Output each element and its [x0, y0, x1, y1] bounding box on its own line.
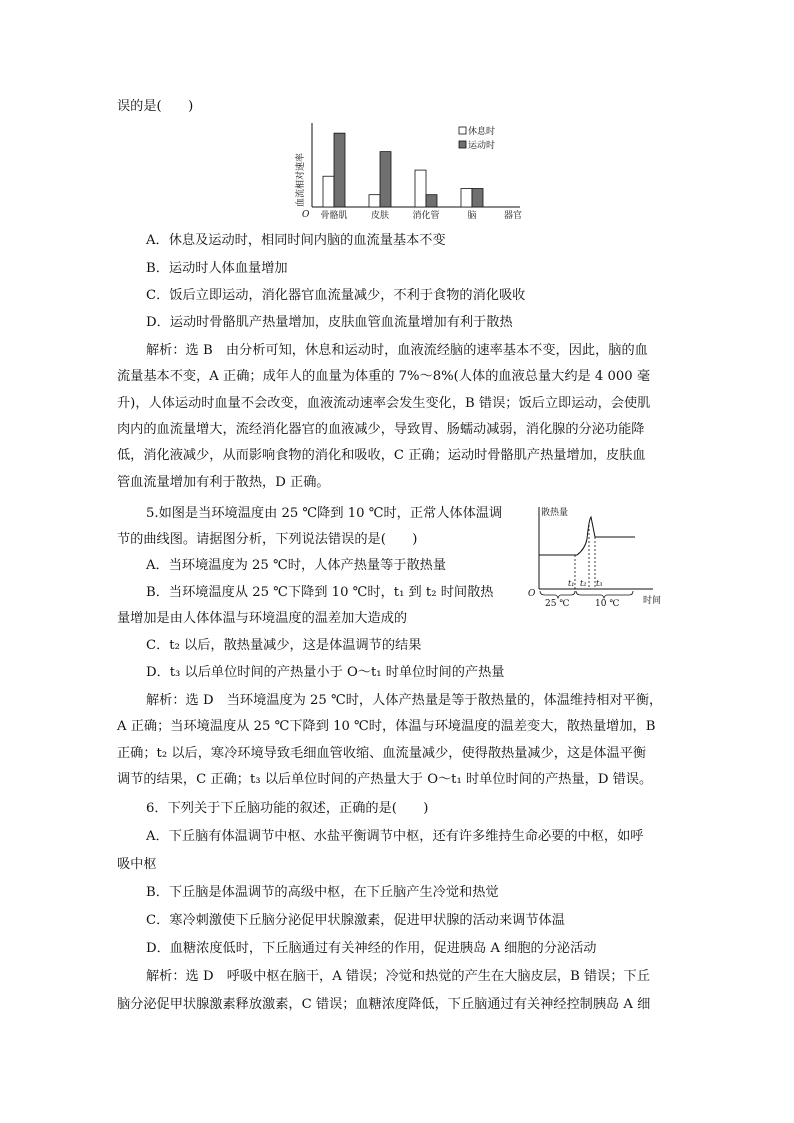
heat-dissipation-figure: [525, 503, 675, 608]
q5-analysis-line: 解析：选 D 当环境温度为 25 ℃时，人体产热量是等于散热量的，体温维持相对平衡，: [146, 693, 663, 708]
legend-label-rest: 休息时: [468, 127, 496, 137]
q5-option-b-line: B．当环境温度从 25 ℃下降到 10 ℃时，t₁ 到 t₂ 时间散热: [146, 585, 494, 600]
q6-stem: 6．下列关于下丘脑功能的叙述，正确的是( ): [146, 801, 429, 816]
q4-analysis-line: 流量基本不变，A 正确；成年人的血量为体重的 7%～8%(人体的血液总量大约是 4 000 毫: [117, 369, 651, 384]
q6-analysis-line: 解析：选 D 呼吸中枢在脑干，A 错误；冷觉和热觉的产生在大脑皮层，B 错误；下丘: [146, 969, 650, 984]
x-axis-label: 时间: [643, 596, 662, 606]
bar-exercise: [380, 152, 391, 207]
q4-analysis-line: 肉内的血流量增大，流经消化器官的血液减少，导致胃、肠蠕动减弱，消化腺的分泌功能降: [117, 422, 645, 437]
category-label: 消化管: [412, 211, 440, 221]
bar-rest: [415, 170, 426, 207]
blood-flow-figure: [290, 118, 540, 226]
q6-analysis-line: 脑分泌促甲状腺激素释放激素，C 错误；血糖浓度降低，下丘脑通过有关神经控制胰岛 A 细: [117, 997, 651, 1012]
bar-rest: [461, 189, 472, 207]
range-brace-10: [576, 591, 633, 598]
q5-analysis-line: A 正确；当环境温度从 25 ℃下降到 10 ℃时，体温与环境温度的温差变大，散热量增加，B: [117, 719, 656, 734]
q4-analysis-line: 升)，人体运动时血量不会改变，血液流动速率会发生变化，B 错误；饭后立即运动，会使肌: [117, 396, 651, 411]
bar-exercise: [426, 195, 437, 207]
q5-option-d: D．t₃ 以后单位时间的产热量小于 O～t₁ 时单位时间的产热量: [146, 665, 505, 680]
q5-stem-line: 5.如图是当环境温度由 25 ℃降到 10 ℃时，正常人体体温调: [146, 506, 503, 521]
q4-option-c: C．饭后立即运动，消化器官血流量减少，不利于食物的消化吸收: [146, 288, 526, 303]
q5-stem-line: 节的曲线图。请据图分析，下列说法错误的是( ): [117, 532, 418, 547]
q5-analysis-line: 调节的结果，C 正确；t₃ 以后单位时间的产热量大于 O～t₁ 时单位时间的产热量，D 错误。: [117, 772, 653, 787]
origin-label: O: [302, 210, 310, 220]
q4-analysis-line: 解析：选 B 由分析可知，休息和运动时，血液流经脑的速率基本不变，因此，脑的血: [146, 343, 648, 358]
bar-rest: [369, 195, 380, 207]
heat-curve: [539, 517, 635, 555]
range-brace-25: [540, 591, 575, 598]
range-label-25: 25 ℃: [545, 599, 570, 608]
q6-option-d: D．血糖浓度低时，下丘脑通过有关神经的作用，促进胰岛 A 细胞的分泌活动: [146, 941, 597, 956]
q5-option-b-line: 量增加是由人体体温与环境温度的温差加大造成的: [117, 611, 408, 626]
range-label-10: 10 ℃: [595, 599, 620, 608]
bar-exercise: [472, 189, 483, 207]
q4-option-a: A．休息及运动时，相同时间内脑的血流量基本不变: [146, 233, 446, 248]
q5-option-c: C．t₂ 以后，散热量减少，这是体温调节的结果: [146, 638, 422, 653]
legend-swatch-rest: [459, 127, 466, 134]
t3-label: t₃: [596, 579, 603, 588]
legend-swatch-exercise: [459, 141, 466, 148]
legend-label-exercise: 运动时: [468, 141, 496, 151]
q5-option-a: A．当环境温度为 25 ℃时，人体产热量等于散热量: [146, 558, 447, 573]
x-axis-label: 器官: [504, 211, 523, 221]
t1-label: t₁: [568, 579, 575, 588]
q5-analysis-line: 正确；t₂ 以后，寒冷环境导致毛细血管收缩、血流量减少，使得散热量减少，这是体温平衡: [117, 746, 647, 761]
category-label: 骨骼肌: [320, 211, 348, 221]
q4-option-d: D．运动时骨骼肌产热量增加，皮肤血管血流量增加有利于散热: [146, 315, 513, 330]
heat-dissipation-chart: [525, 503, 675, 608]
origin-label: O: [528, 589, 536, 599]
question-4-stem-end: 误的是( ): [117, 99, 194, 114]
q4-option-b: B．运动时人体血量增加: [146, 261, 288, 276]
q6-option-b: B．下丘脑是体温调节的高级中枢，在下丘脑产生冷觉和热觉: [146, 885, 499, 900]
category-label: 皮肤: [370, 211, 390, 221]
bar-exercise: [334, 133, 345, 207]
blood-flow-bar-chart: [290, 118, 540, 226]
q6-option-c: C．寒冷刺激使下丘脑分泌促甲状腺激素，促进甲状腺的活动来调节体温: [146, 913, 565, 928]
q4-analysis-line: 管血流量增加有利于散热，D 正确。: [117, 475, 330, 490]
category-label: 脑: [467, 211, 477, 221]
legend: [459, 125, 495, 151]
q4-analysis-line: 低，消化液减少，从而影响食物的消化和吸收，C 正确；运动时骨骼肌产热量增加，皮肤血: [117, 448, 646, 463]
y-axis-label: 血流相对速率: [296, 152, 306, 208]
t2-label: t₂: [580, 579, 587, 588]
q6-option-a-line: A．下丘脑有体温调节中枢、水盐平衡调节中枢，还有许多维持生命必要的中枢，如呼: [146, 829, 644, 844]
q6-option-a-line: 吸中枢: [117, 857, 157, 872]
y-axis-label: 散热量: [541, 508, 569, 518]
bar-rest: [323, 176, 334, 207]
